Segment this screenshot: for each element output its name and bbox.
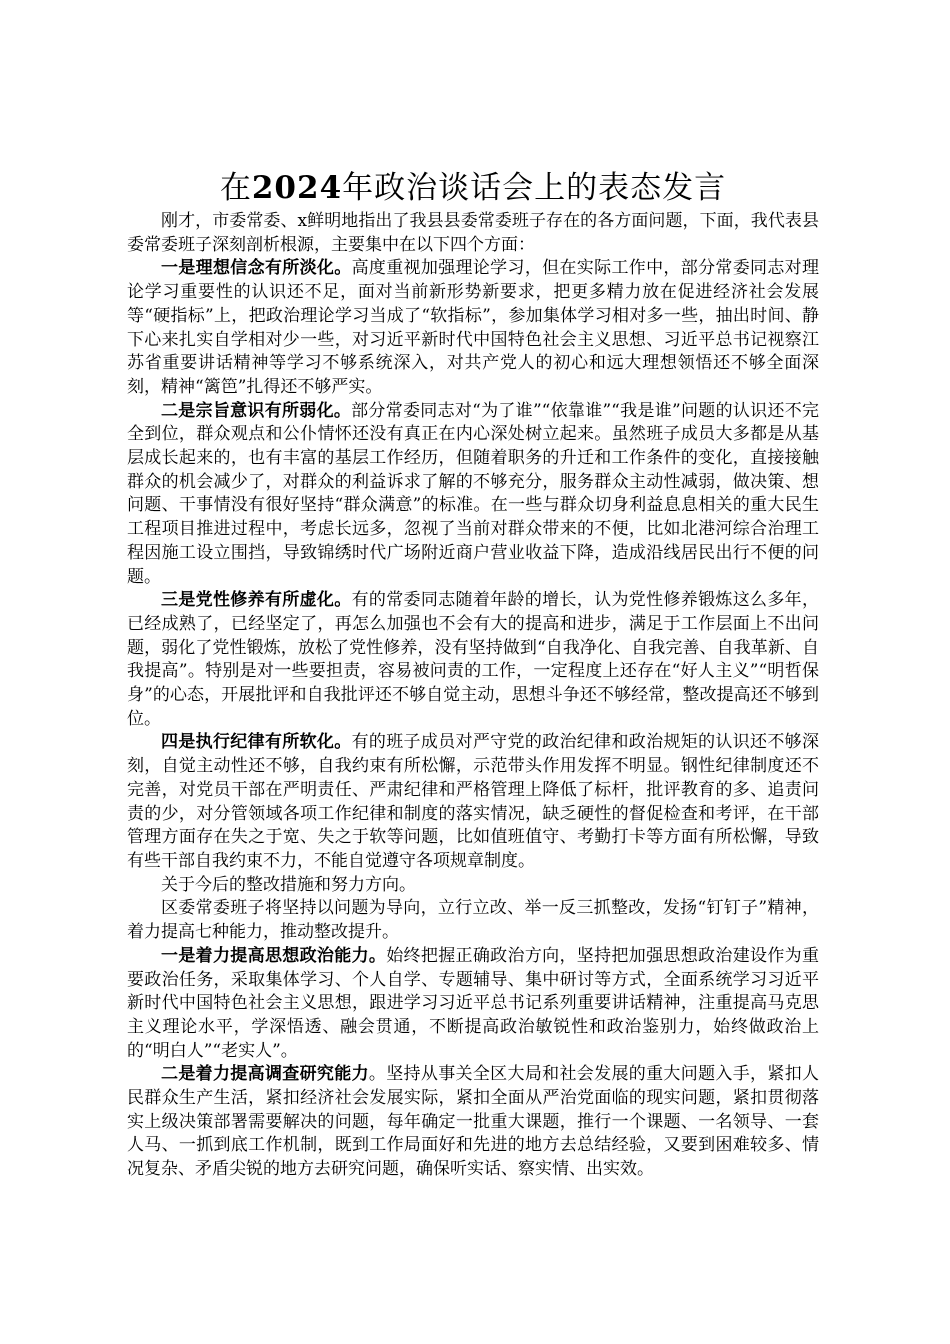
problem-heading-2: 二是宗旨意识有所弱化。 [161, 400, 352, 421]
measure-heading-1: 一是着力提高思想政治能力。 [161, 945, 387, 966]
title-suffix: 年政治谈话会上的表态发言 [342, 170, 727, 206]
measure-paragraph-2 [127, 1063, 819, 1182]
problem-heading-4: 四是执行纪律有所软化。 [161, 732, 352, 753]
document-page [127, 168, 819, 1182]
transition-paragraph: 关于今后的整改措施和努力方向。 [161, 874, 416, 895]
commitment-paragraph: 区委常委班子将坚持以问题为导向，立行立改、举一反三抓整改，发扬“钉钉子”精神，着力提高七种能力，推动整改提升。 [127, 898, 819, 943]
measure-paragraph-1 [127, 945, 819, 1064]
problem-body-4: 有的班子成员对严守党的政治纪律和政治规矩的认识还不够深刻，自觉主动性还不够，自我约束有所松懈，示范带头作用发挥不明显。钢性纪律制度还不完善，对党员干部在严明责任、严肃纪律和严格管理上降低了标杆，批评教育的多、追责问责的少，对分管领域各项工作纪律和制度的落实情况，缺乏硬性的督促检查和考评，在干部管理方面存在失之于宽、失之于软等问题，比如值班值守、考勤打卡等方面有所松懈，导致有些干部自我约束不力，不能自觉遵守各项规章制度。 [127, 732, 820, 871]
measure-body-2: 。坚持从事关全区大局和社会发展的重大问题入手，紧扣人民群众生产生活，紧扣经济社会发展实际，紧扣全面从严治党面临的现实问题，紧扣贯彻落实上级决策部署需要解决的问题，每年确定一批重大课题，推行一个课题、一名领导、一套人马、一抓到底工作机制，既到工作局面好和先进的地方去总结经验，又要到困难较多、情况复杂、矛盾尖锐的地方去研究问题，确保听实话、察实情、出实效。 [127, 1064, 820, 1180]
title-prefix: 在 [219, 170, 252, 206]
problem-paragraph-2 [127, 400, 819, 590]
problem-paragraph-3 [127, 589, 819, 731]
problem-paragraph-4 [127, 731, 819, 873]
intro-paragraph: 刚才，市委常委、x鲜明地指出了我县县委常委班子存在的各方面问题，下面，我代表县委常委班子深刻剖析根源，主要集中在以下四个方面： [127, 211, 819, 255]
measure-heading-2: 二是着力提高调查研究能力 [161, 1064, 369, 1085]
document-title [127, 168, 819, 208]
problem-body-3: 有的常委同志随着年龄的增长，认为党性修养锻炼这么多年，已经成熟了，已经坚定了，再怎么加强也不会有大的提高和进步，满足于工作层面上不出问题，弱化了党性锻炼，放松了党性修养，没有坚持做到“自我净化、自我完善、自我革新、自我提高”。特别是对一些要担责，容易被问责的工作，一定程度上还存在“好人主义”“明哲保身”的心态，开展批评和自我批评还不够自觉主动，思想斗争还不够经常，整改提高还不够到位。 [127, 590, 820, 729]
problem-heading-1: 一是理想信念有所淡化。 [161, 258, 352, 279]
problem-body-2: 部分常委同志对“为了谁”“依靠谁”“我是谁”问题的认识还不完全到位，群众观点和公仆情怀还没有真正在内心深处树立起来。虽然班子成员大多都是从基层成长起来的，也有丰富的基层工作经历，但随着职务的升迁和工作条件的变化，直接接触群众的机会减少了，对群众的利益诉求了解的不够充分，服务群众主动性减弱，做决策、想问题、干事情没有很好坚持“群众满意”的标准。在一些与群众切身利益息息相关的重大民生工程项目推进过程中，考虑长远多，忽视了当前对群众带来的不便，比如北港河综合治理工程因施工设立围挡，导致锦绣时代广场附近商户营业收益下降，造成沿线居民出行不便的问题。 [127, 400, 819, 587]
problem-paragraph-1 [127, 257, 819, 399]
problem-heading-3: 三是党性修养有所虚化。 [161, 590, 352, 611]
problem-body-1: 高度重视加强理论学习，但在实际工作中，部分常委同志对理论学习重要性的认识还不足，面对当前新形势新要求，把更多精力放在促进经济社会发展等“硬指标”上，把政治理论学习当成了“软指标”，参加集体学习相对多一些，抽出时间、静下心来扎实自学相对少一些，对习近平新时代中国特色社会主义思想、习近平总书记视察江苏省重要讲话精神等学习不够系统深入，对共产党人的初心和远大理想领悟还不够全面深刻，精神“篱笆”扎得还不够严实。 [127, 258, 820, 397]
measure-body-1: 始终把握正确政治方向，坚持把加强思想政治建设作为重要政治任务，采取集体学习、个人自学、专题辅导、集中研讨等方式，全面系统学习习近平新时代中国特色社会主义思想，跟进学习习近平总书记系列重要讲话精神，注重提高马克思主义理论水平，学深悟透、融会贯通，不断提高政治敏锐性和政治鉴别力，始终做政治上的“明白人”“老实人”。 [127, 945, 820, 1061]
title-year: 2024 [251, 170, 343, 206]
